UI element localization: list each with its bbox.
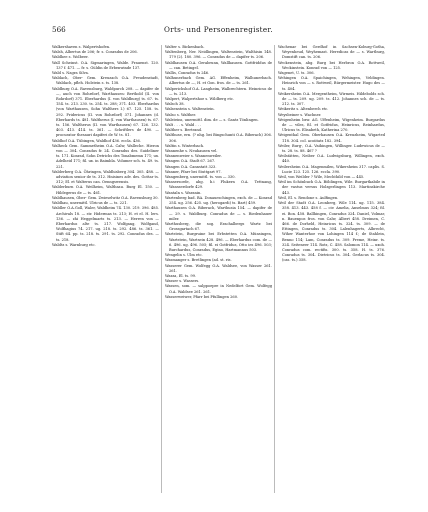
- register-entry: Waldhee s. Wolbeer.: [52, 55, 89, 60]
- register-entry: Waldhau, unermittl. Ulricus de — ts. 221.: [52, 201, 128, 206]
- register-entry: Wantaln s. Waranin.: [165, 190, 202, 195]
- register-entry: Walsch 38.: [165, 102, 185, 107]
- register-entry: Weigenthal Gem. Oberhausen O.A. Kreuzheim, Wigarted 118. 304. col. acoiitatz 182. 394.: [278, 133, 385, 143]
- register-entry: Walsh, Albertus de 206; fr. s. Conradus de 206.: [52, 50, 138, 55]
- register-column-1: [52, 45, 159, 248]
- register-entry: Weilersheim O.A. Magenmilen, Wikersheim 317. caplis. S. Lucie 123. 125. 126. eccla. 390.: [278, 164, 385, 174]
- page-number: 566: [52, 25, 66, 34]
- register-entry: Walpert, Walpertshoe s. Wildberg etc.: [165, 97, 235, 102]
- register-entry: Wengelin s. Ulm etc.: [165, 253, 203, 258]
- column-divider: [274, 45, 275, 493]
- register-entry: Wartstein, Burgruine bei Erbstetten O.A. Münsingen, Wartstein, Wartsein 428. 496. — Eberhardus com. de — 6. 496. ug. 496. 505; fil. ei Gotfridus, Otto ies 496. 503; Burchardus, Conradus, Egino, Hartmannus 503.: [165, 232, 272, 252]
- register-entry: Wasserer Gem. Wolfegg O.A. Waldsee, von Wasser 261. 261.: [165, 263, 272, 273]
- register-entry: Wall Scheinst. O.A. Sigmaringen, Walde. Frauenst. 120. 137 f. 471. — fr. s. Güldin de Erbenwinde 137.: [52, 60, 159, 70]
- register-entry: Weiler, Burg-, O.A. Vaihingen, Willinger. Ludewicus de — ts. 28. ts. 88. 467 ?: [278, 143, 385, 154]
- register-entry: Wasmanger s. Bretlingen (ad. st. ris.: [165, 258, 232, 263]
- register-entry: Wehingen O.A. Spaichingen, Wehingen, Veldingen. Heinrich von — s. Rottweil, Bürgermeister. Hugo des — ts. 404.: [278, 76, 385, 91]
- register-entry: Wangen O.A. Cannstatt 323.: [165, 164, 217, 169]
- register-entry: Wanner, Pfarr bei Stuttgart 97.: [165, 169, 222, 174]
- page-header: [52, 25, 385, 35]
- register-entry: Wachenar bei Gerdhof in Sachsen-Koburg-Gotha, Weyenheud, Weyhemast. Heredicas de — s. Wartburg, Domstift can. ts. 206.: [278, 45, 385, 60]
- register-entry: Wangen O.A. Stadt 67. 267.: [165, 159, 216, 164]
- register-entry: Waldburg O.A. Ravensburg, Waldpurch 208. — dapifer de —, auch von Rohrdorf, Warthausen: Berthold (II. von Rohrdorf) 371. Eberhardus (I. von Waldburg) ts. 67. ts. 154. ts. 213. 230. ts. 254. ts. 288; 371. 403. Eberhardus (von Warthausen, Sohn Walthers I.) 67. 125. 158. ts. 292. Fridericus (II. von Rohrdorf) 371. Johannes (d. Eberhards ts. 481. Waltherus (I. von Warthausen) ts. 67. ts. 156. Waltherus (II. von Warthausen) 67. 126. 132. 403. 413. 414. ts. 361. — Schriftlers de 490. — procurator thesauri dapiferi de W. ts. 81.: [52, 86, 159, 138]
- register-entry: Weigenheim bzw. AG. Uffenheim, Wigenheim. Burgardus de — viles, fil. et Gotfridus, Heinricus, Reinhardus, Ulricus ts. Elisabeth, Katherina 270.: [278, 117, 385, 133]
- register-entry: Weil der Stadt O.A. Leonberg, Wile 114. ug. 115. 384. 358. 413. 443. 458 f. — civ. Amelia, Anselmus 324; fil. ei. Bon. 458. Ballhingen, Conradus 324. Daniel, Volmar, n. Bauenpos fros. von Calw, Albert 458. Dreimen, C. 466. de Dorheld, Heinricus ts. 324. ts. 309. — de Ettingen, Conradus ts. 304. Lalenhagerts, Albrecht, Wiher Wanterhoe von Lohingen 114 f.; de Stahlein, Benno 114; Lam, Conradus ts. 309. Preme, Heinr. ts. 324. Seiteneer 114. Rotz, C. 458. Salomon 114. — uxoh. Conradus com. rectifis. 300. ts. 358. H. ts. 376. Conradus ts. 304. Dietricus ts. 304. Gerlacus ts. 304. (cas. ts.) 358.: [278, 201, 385, 263]
- register-entry: Weysbeiner s. Wachner.: [278, 112, 322, 117]
- register-entry: Wagenet, U. ts. 306.: [278, 71, 315, 76]
- register-entry: Waldhausen O.A. Gerabrunn, Wallhausen. Gottfriddus de — can. Betingel.: [165, 60, 272, 70]
- column-divider: [161, 45, 162, 493]
- register-entry: Walderberg O.A. Öhringen, Waldhisberg 304. 305. 488. — adviation senior de ts. 312. Hnisines adv. des. Gottar ts. 312; El. et Walterus can. Oenngswensis.: [52, 169, 159, 185]
- register-entry: Waldtz s. Warnburg etc.: [52, 242, 96, 247]
- register-entry: Walsteins, unermittl. dim. de — s. Gantz Tönlingen.: [165, 117, 259, 122]
- register-entry: Walso s. Walther.: [165, 112, 196, 117]
- register-entry: Walhunerbach Gem. AG. Effenheim, Walhunerbach. Albertus de —, H. et Gon. fros. de — ts. 261.: [165, 76, 272, 86]
- register-entry: Walperichshof O.A. Langheim, Walbrechtern. Heinricus de — ts. 213.: [165, 86, 272, 96]
- register-entry: Wasserweiwer, Pfarr bei Pfullingen 260.: [165, 294, 239, 299]
- register-entry: Walt . . . s. Wald . . .: [165, 123, 202, 128]
- register-entry: Walheck Gem. Sammetheim O.A. Calw, Walleche. Hieron von — 304. Conradus fr. 24. Conradus des. Suideliner ts. 171. Konrad, Sohn Detrichs des Tonabmemn 171; ux. Adelheid 171; fil. ux. in Baimbla. Volumer sch. ts. 49. ts. 221.: [52, 143, 159, 169]
- register-entry: Walther s. Bertrand.: [165, 128, 203, 133]
- register-column-2: [165, 45, 272, 300]
- register-entry: Wald s. Nagra Silva.: [52, 71, 89, 76]
- register-entry: Warthusberg, die sog. Erachalbergs Wartz bei Grossgartach 67.: [165, 221, 272, 232]
- register-entry: Wassen, som. — salppoepre in Nedelfort Gem. Wolfegg O.A. Waldsee 261. 261.: [165, 284, 272, 294]
- register-entry: Wasser s. Wassers.: [165, 279, 200, 284]
- register-entry: Wannenhe s. Neuhausen vel.: [165, 149, 218, 154]
- register-entry: Wazza, El. ts. 99.: [165, 273, 197, 278]
- register-entry: Waldach, Ober- Gem. Kreuzach O.A. Freudenstadt, Waldach, pfleh. Holstein s. ts. 138.: [52, 76, 159, 86]
- register-entry: Waltin s. Winterbach.: [165, 143, 205, 148]
- register-entry: Weikersheim O.A. Mergentheim, Wirmeis. Hildebolds sch. de — ts. 209. ug. 209. ts. 412. Johannes sch. de — ts. 212. ts. 307.: [278, 91, 385, 107]
- register-entry: Warthausen O.A. Biberach, Warthusia 154. — dapifer de — 29. s. Waldburg. Conradus de — s. Riedenhauer miler.: [165, 206, 272, 221]
- register-entry: Waldhausen, Ober- Gem. Zwieselwitz O.A. Ravensburg 30.: [52, 195, 159, 200]
- register-entry: Walsenstein s. Waltenstein.: [165, 107, 215, 112]
- register-entry: Walthuse, ern. (? nhg. bei Bingschunti O.A. Biberach) 306. 306.: [165, 133, 272, 143]
- register-entry: Weikeritz s. Altenberch etc.: [278, 107, 329, 112]
- register-entry: Wannenweier s. Wannenweiler.: [165, 154, 222, 159]
- register-entry: Walderburn O.A. Weilheim, Walthsau. Burg El. 150. — Hildegerus de — ts. 461.: [52, 185, 159, 195]
- register-entry: Weil, von Weilder ? Wile, Mechthild von — 445.: [278, 175, 365, 180]
- register-entry: Walter s. Bickenbach.: [165, 45, 205, 49]
- register-entry: Waldler O.A.Goll, Waler, Waldheim 74. 130. 219. 396. 485. Archivals 18. — str. Hidermas ts. 213; H. et el. H. lers. 136. — zhi Heggelmarts ts. 213. — Herren von — Eberhardus alte ts. 217. Wolfgang, Wolfgand, Wolfhagius 74. 217. ug. 218. ts. 292. 486. ts. 361. — Stift 64. pp. ts. 218. ts. 291. ts. 292. Conradus des. — ts. 218.: [52, 206, 159, 242]
- register-entry: Wansersorde, abg. b.i Flukern O.A. Tettnang, Wansserdorfe 429.: [165, 180, 272, 190]
- register-column-3: [278, 45, 385, 264]
- register-entry: Weckenstein, abg. Burg bei Herbron O.A. Rottweil, Weckinstein. Konrad von — 125.: [278, 60, 385, 70]
- page-title: Orts- und Personenregister.: [164, 25, 273, 34]
- register-entry: Weilstätten, Neiber O.A. Ludwigsburg, Willingen, exch. 440.: [278, 154, 385, 164]
- register-entry: Wartenberg bad. BA. Donaueschingen, exch. de — Konrad 254. ug. 256. 425. ug. (herogardi) ts. Bart) 459.: [165, 195, 272, 206]
- register-entry: Waldhof O.A. Tübingen, Waldhof 436. eccla. 436.: [52, 138, 141, 143]
- register-entry: Wallis, Conradus ts 246.: [165, 71, 210, 76]
- register-entry: Waltenberg, Ner. Neidlingen, Waltenstein, Walthisin 148. 179 (2). 180. 396. — Conradus de — dapifer ts. 206.: [165, 50, 272, 60]
- register-entry: Weil im Schönbuch O.A. Böblingen, Wile. Burgartkabile in der vastus versus Holzgerlingen 113. Martinskirche 443.: [278, 180, 385, 195]
- register-entry: Walkershaven s. Walpertshofen.: [52, 45, 111, 49]
- register-entry: Weil, El. s. Rendone s. Aulfingen.: [278, 195, 339, 200]
- register-entry: Wangenberg, unermittl. ts. von — 330.: [165, 175, 236, 180]
